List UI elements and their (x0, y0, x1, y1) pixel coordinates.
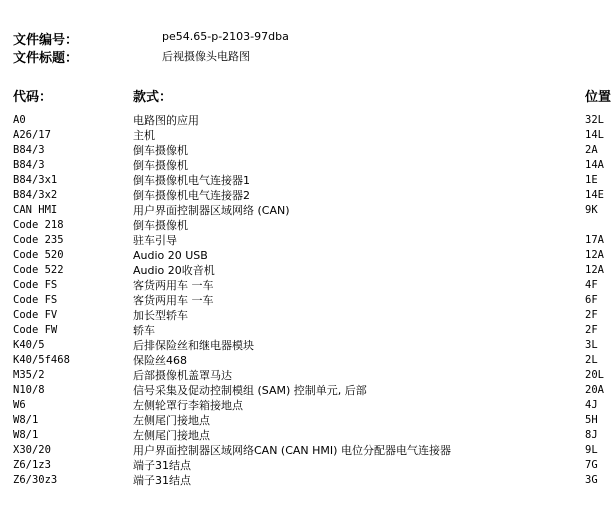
row-code: A26/17 (13, 129, 51, 141)
row-code: W6 (13, 399, 26, 411)
row-description: 倒车摄像机 (133, 144, 188, 157)
row-position: 9L (585, 444, 598, 456)
row-description: 电路图的应用 (133, 114, 199, 127)
row-description: 倒车摄像机 (133, 159, 188, 172)
table-row (0, 113, 602, 128)
table-row (0, 158, 602, 173)
table-row (0, 473, 602, 488)
row-code: Code 520 (13, 249, 64, 261)
row-code: Code 522 (13, 264, 64, 276)
row-description: 倒车摄像机 (133, 219, 188, 232)
table-row (0, 428, 602, 443)
row-code: CAN HMI (13, 204, 58, 216)
row-code: Code FS (13, 279, 58, 291)
row-description: 倒车摄像机电气连接器2 (133, 189, 250, 202)
row-description: 客货两用车 一车 (133, 279, 214, 292)
row-code: B84/3x2 (13, 189, 58, 201)
row-description: 用户界面控制器区域网络CAN (CAN HMI) 电位分配器电气连接器 (133, 444, 451, 457)
table-row (0, 203, 602, 218)
row-description: 端子31结点 (133, 474, 191, 487)
doc-number-value: pe54.65-p-2103-97dba (162, 30, 289, 43)
table-row (0, 293, 602, 308)
table-row (0, 143, 602, 158)
header-style: 款式： (133, 90, 173, 105)
doc-title-label: 文件标题： (13, 51, 79, 66)
row-position: 4F (585, 279, 598, 291)
table-row (0, 368, 602, 383)
row-description: 信号采集及促动控制模组 (SAM) 控制单元, 后部 (133, 384, 367, 397)
row-position: 2F (585, 309, 598, 321)
row-position: 2F (585, 324, 598, 336)
row-code: W8/1 (13, 429, 39, 441)
table-row (0, 353, 602, 368)
header-position: 位置 (585, 90, 611, 105)
row-description: 左侧尾门接地点 (133, 414, 210, 427)
row-description: 加长型轿车 (133, 309, 188, 322)
row-description: 端子31结点 (133, 459, 191, 472)
row-code: Code FV (13, 309, 58, 321)
row-description: 保险丝468 (133, 354, 187, 367)
row-position: 7G (585, 459, 598, 471)
row-code: Code FW (13, 324, 58, 336)
table-row (0, 323, 602, 338)
row-code: A0 (13, 114, 26, 126)
table-row (0, 308, 602, 323)
table-row (0, 173, 602, 188)
row-position: 9K (585, 204, 598, 216)
table-row (0, 338, 602, 353)
doc-title-value: 后视摄像头电路图 (162, 50, 250, 63)
table-row (0, 413, 602, 428)
table-row (0, 128, 602, 143)
table-row (0, 458, 602, 473)
row-position: 12A (585, 264, 604, 276)
row-position: 14A (585, 159, 604, 171)
row-description: 用户界面控制器区域网络 (CAN) (133, 204, 290, 217)
doc-number-label: 文件编号： (13, 33, 79, 48)
row-description: 后部摄像机盖罩马达 (133, 369, 232, 382)
row-code: B84/3 (13, 159, 45, 171)
row-code: W8/1 (13, 414, 39, 426)
row-code: Z6/30z3 (13, 474, 58, 486)
row-position: 8J (585, 429, 598, 441)
row-code: X30/20 (13, 444, 51, 456)
row-description: 倒车摄像机电气连接器1 (133, 174, 250, 187)
row-description: 驻车引导 (133, 234, 177, 247)
table-row (0, 248, 602, 263)
row-description: 后排保险丝和继电器模块 (133, 339, 254, 352)
row-position: 1E (585, 174, 598, 186)
table-row (0, 263, 602, 278)
row-description: 轿车 (133, 324, 155, 337)
row-position: 20L (585, 369, 604, 381)
row-position: 2L (585, 354, 598, 366)
row-description: 左侧尾门接地点 (133, 429, 210, 442)
table-row (0, 233, 602, 248)
header-code: 代码： (13, 90, 53, 105)
table-row (0, 218, 602, 233)
row-code: Code 235 (13, 234, 64, 246)
row-position: 3L (585, 339, 598, 351)
row-position: 6F (585, 294, 598, 306)
component-table (0, 113, 602, 488)
row-description: 客货两用车 一车 (133, 294, 214, 307)
row-code: B84/3x1 (13, 174, 58, 186)
table-row (0, 278, 602, 293)
row-description: 左侧轮罩行李箱接地点 (133, 399, 243, 412)
row-code: B84/3 (13, 144, 45, 156)
table-row (0, 383, 602, 398)
row-code: Z6/1z3 (13, 459, 51, 471)
row-description: 主机 (133, 129, 155, 142)
row-position: 32L (585, 114, 604, 126)
row-position: 3G (585, 474, 598, 486)
row-position: 2A (585, 144, 598, 156)
row-code: N10/8 (13, 384, 45, 396)
row-code: Code 218 (13, 219, 64, 231)
table-row (0, 443, 602, 458)
row-position: 14E (585, 189, 604, 201)
row-description: Audio 20 USB (133, 249, 208, 262)
row-position: 20A (585, 384, 604, 396)
row-description: Audio 20收音机 (133, 264, 215, 277)
row-code: K40/5 (13, 339, 45, 351)
row-position: 12A (585, 249, 604, 261)
table-row (0, 188, 602, 203)
row-position: 5H (585, 414, 598, 426)
row-position: 4J (585, 399, 598, 411)
row-code: Code FS (13, 294, 58, 306)
table-row (0, 398, 602, 413)
row-position: 17A (585, 234, 604, 246)
row-position: 14L (585, 129, 604, 141)
row-code: K40/5f468 (13, 354, 70, 366)
row-code: M35/2 (13, 369, 45, 381)
